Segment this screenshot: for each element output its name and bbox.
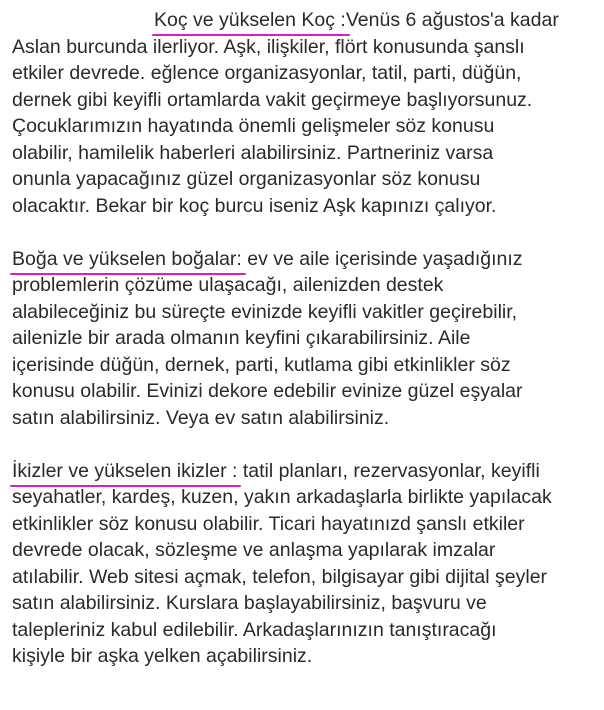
paragraph-gap xyxy=(12,431,602,458)
section-boga xyxy=(12,246,602,432)
heading-underline xyxy=(152,34,350,36)
section-line: kişiyle bir aşka yelken açabilirsiniz. xyxy=(12,645,313,667)
section-first-line xyxy=(12,246,602,273)
section-text: ev ve aile içerisinde yaşadığınız xyxy=(241,247,523,270)
section-koc xyxy=(12,7,602,219)
section-line: seyahatler, kardeş, kuzen, yakın arkadaşlarla birlikte yapılacak xyxy=(12,486,552,508)
section-line: devrede olacak, sözleşme ve anlaşma yapılarak imzalar xyxy=(12,539,496,561)
heading-underline xyxy=(10,273,246,275)
section-line: onunla yapacağınız güzel organizasyonlar söz konusu xyxy=(12,168,481,190)
section-line: konusu olabilir. Evinizi dekore edebilir evinize güzel eşyalar xyxy=(12,380,523,402)
section-line: olabilir, hamilelik haberleri alabilirsiniz. Partneriniz varsa xyxy=(12,141,494,164)
heading-underline xyxy=(10,485,241,487)
section-line: etkinlikler söz konusu olabilir. Ticari hayatınızd şanslı etkiler xyxy=(12,512,525,535)
section-line: alabileceğiniz bu süreçte evinizde keyifli vakitler geçirebilir, xyxy=(12,300,518,323)
section-line: etkiler devrede. eğlence organizasyonlar, tatil, parti, düğün, xyxy=(12,62,522,84)
section-line: dernek gibi keyifli ortamlarda vakit geçirmeye başlıyorsunuz. xyxy=(12,88,533,111)
horoscope-document xyxy=(12,7,602,670)
heading-text: Koç ve yükselen Koç : xyxy=(154,9,346,31)
heading-text: İkizler ve yükselen ikizler : xyxy=(12,459,238,482)
section-line: Aslan burcunda ilerliyor. Aşk, ilişkiler, flört konusunda şanslı xyxy=(12,35,525,58)
section-line: talepleriniz kabul edilebilir. Arkadaşlarınızın tanıştıracağı xyxy=(12,618,497,641)
section-line: problemlerin çözüme ulaşacağı, ailenizden destek xyxy=(12,274,444,296)
section-text: Venüs 6 ağustos'a kadar xyxy=(345,9,559,31)
section-heading-ikizler xyxy=(12,460,237,482)
section-line: olacaktır. Bekar bir koç burcu iseniz Aşk kapınızı çalıyor. xyxy=(12,194,497,217)
section-first-line xyxy=(12,458,602,485)
section-line: içerisinde düğün, dernek, parti, kutlama gibi etkinlikler söz xyxy=(12,353,511,376)
section-heading-koc xyxy=(154,9,346,31)
section-line: satın alabilirsiniz. Kurslara başlayabilirsiniz, başvuru ve xyxy=(12,592,487,614)
section-line: atılabilir. Web sitesi açmak, telefon, bilgisayar gibi dijital şeyler xyxy=(12,565,548,588)
section-heading-boga xyxy=(12,248,242,270)
section-line: ailenizle bir arada olmanın keyfini çıkarabilirsiniz. Aile xyxy=(12,327,471,349)
section-first-line xyxy=(12,7,602,34)
section-line: Çocuklarımızın hayatında önemli gelişmeler söz konusu xyxy=(12,115,495,137)
heading-text: Boğa ve yükselen boğalar: xyxy=(12,247,242,270)
section-ikizler xyxy=(12,458,602,670)
paragraph-gap xyxy=(12,219,602,246)
section-text: tatil planları, rezervasyonlar, keyifli xyxy=(237,459,540,482)
section-line: satın alabilirsiniz. Veya ev satın alabilirsiniz. xyxy=(12,406,390,429)
